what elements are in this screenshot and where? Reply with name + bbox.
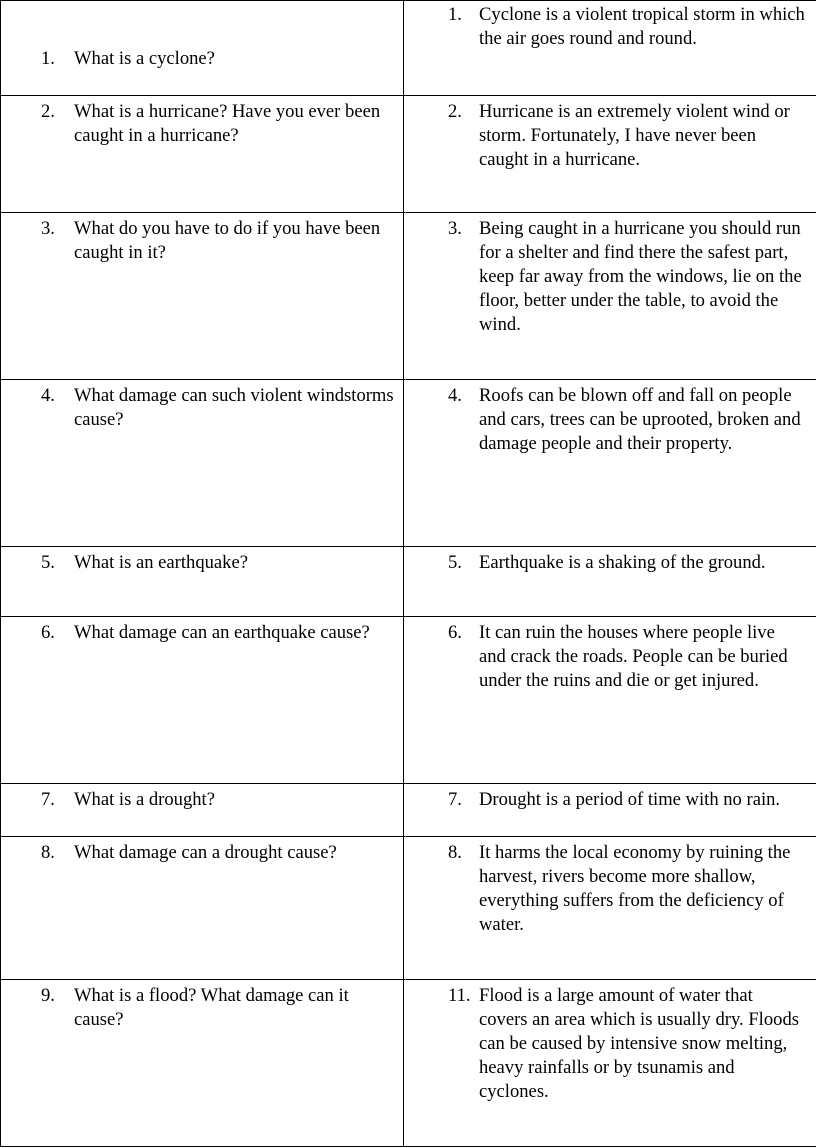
question-cell <box>1 213 404 380</box>
question-cell <box>1 784 404 837</box>
answer-text: It can ruin the houses where people live and crack the roads. People can be buried under the ruins and die or get injured. <box>479 622 788 691</box>
question-number: 5. <box>41 552 55 573</box>
question-cell <box>1 96 404 213</box>
answer-text: Earthquake is a shaking of the ground. <box>479 552 766 573</box>
answer-number: 4. <box>448 385 462 406</box>
answer-text: Flood is a large amount of water that covers an area which is usually dry. Floods can be caused by intensive snow melting, heavy rainfalls or by tsunamis and cyclones. <box>479 985 799 1102</box>
answer-number: 6. <box>448 622 462 643</box>
question-number: 8. <box>41 842 55 863</box>
answer-cell <box>404 837 816 980</box>
answer-number: 8. <box>448 842 462 863</box>
question-cell <box>1 547 404 617</box>
question-cell <box>1 1 404 96</box>
question-cell <box>1 617 404 784</box>
answer-cell <box>404 213 816 380</box>
question-cell <box>1 980 404 1147</box>
answer-number: 3. <box>448 218 462 239</box>
answer-text: Roofs can be blown off and fall on people and cars, trees can be uprooted, broken and damage people and their property. <box>479 385 801 454</box>
answer-number: 11. <box>448 985 471 1006</box>
question-cell <box>1 380 404 547</box>
question-number: 6. <box>41 622 55 643</box>
table-row <box>1 784 816 837</box>
question-number: 9. <box>41 985 55 1006</box>
table-row <box>1 617 816 784</box>
answer-text: Hurricane is an extremely violent wind or storm. Fortunately, I have never been caught in a hurricane. <box>479 101 790 170</box>
question-number: 7. <box>41 789 55 810</box>
question-text: What is a cyclone? <box>74 48 215 69</box>
answer-number: 2. <box>448 101 462 122</box>
question-text: What is an earthquake? <box>74 552 248 573</box>
table-row <box>1 837 816 980</box>
answer-text: Drought is a period of time with no rain. <box>479 789 781 810</box>
answer-cell <box>404 980 816 1147</box>
question-number: 4. <box>41 385 55 406</box>
answer-cell <box>404 784 816 837</box>
question-text: What is a hurricane? Have you ever been caught in a hurricane? <box>74 101 381 146</box>
question-text: What is a drought? <box>74 789 215 810</box>
answer-cell <box>404 617 816 784</box>
question-text: What damage can a drought cause? <box>74 842 337 863</box>
question-text: What is a flood? What damage can it cause? <box>74 985 349 1030</box>
answer-number: 5. <box>448 552 462 573</box>
answer-cell <box>404 547 816 617</box>
answer-number: 1. <box>448 4 462 25</box>
question-number: 1. <box>41 48 55 69</box>
question-text: What damage can an earthquake cause? <box>74 622 370 643</box>
question-cell <box>1 837 404 980</box>
table-row <box>1 96 816 213</box>
table-row <box>1 547 816 617</box>
answer-cell <box>404 1 816 96</box>
answer-cell <box>404 96 816 213</box>
table-row <box>1 1 816 96</box>
table-row <box>1 213 816 380</box>
answer-text: Cyclone is a violent tropical storm in which the air goes round and round. <box>479 4 805 49</box>
question-text: What do you have to do if you have been caught in it? <box>74 218 381 263</box>
answer-text: Being caught in a hurricane you should run for a shelter and find there the safest part, keep far away from the windows, lie on the floor, better under the table, to avoid the wind. <box>479 218 802 335</box>
table-row <box>1 380 816 547</box>
answer-cell <box>404 380 816 547</box>
question-number: 3. <box>41 218 55 239</box>
answer-text: It harms the local economy by ruining the harvest, rivers become more shallow, everything suffers from the deficiency of water. <box>479 842 791 935</box>
question-number: 2. <box>41 101 55 122</box>
table-row <box>1 980 816 1147</box>
answer-number: 7. <box>448 789 462 810</box>
question-text: What damage can such violent windstorms cause? <box>74 385 394 430</box>
